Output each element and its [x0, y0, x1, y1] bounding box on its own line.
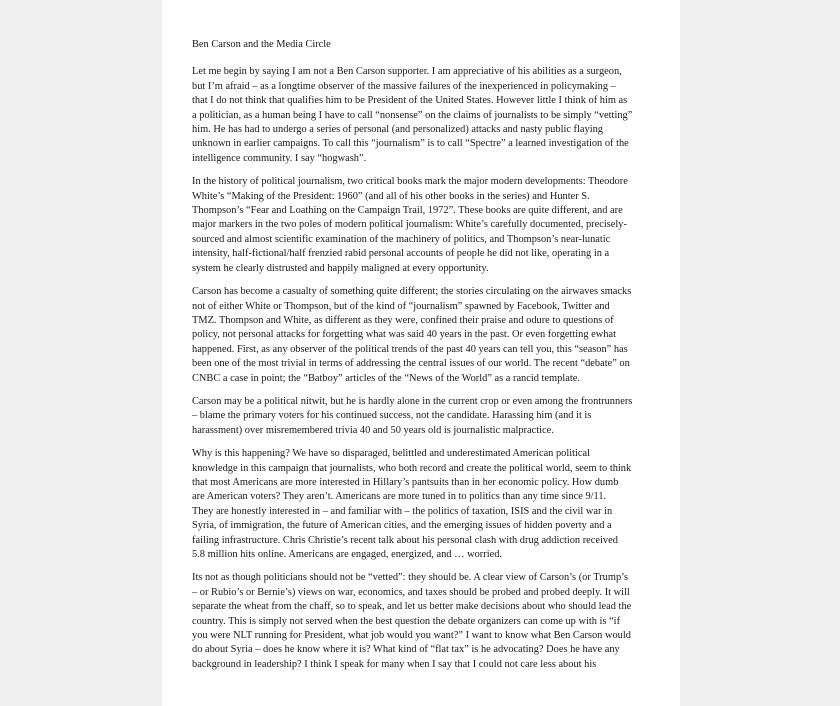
text-line: not of either White or Thompson, but of the kind of “journalism” spawned by Facebook, Twitter and	[192, 300, 610, 312]
text-line: TMZ. Thompson and White, as different as they were, confined their praise and odure to questions of	[192, 314, 614, 326]
paragraph	[192, 447, 654, 562]
paragraph	[192, 571, 654, 672]
text-line: separate the wheat from the chaff, so to speak, and let us better make decisions about who should lead the	[192, 601, 632, 613]
text-line: but I’m afraid – as a longtime observer of the massive failures of the inexperienced in policymaking –	[192, 80, 616, 92]
text-line: intelligence community. I say “hogwash”.	[192, 152, 367, 164]
text-line: happened. First, as any observer of the political trends of the past 40 years can tell you, this “season” has	[192, 343, 628, 355]
text-line: 5.8 million hits online. Americans are engaged, energized, and … worried.	[192, 549, 502, 560]
text-line: been one of the most trivial in terms of addressing the central issues of our world. The recent “debate” on	[192, 358, 630, 370]
text-line: a politician, as a human being I have to call “nonsense” on the claims of journalists to be simply “vetting”	[192, 109, 633, 121]
text-line: unknown in earlier campaigns. To call this “journalism” is to call “Spectre” a learned investigation of the	[192, 138, 629, 150]
text-line: that most Americans are more interested in Hillary’s pantsuits than in her economic policy. How dumb	[192, 476, 619, 488]
text-line: knowledge in this campaign that journalists, who both record and create the political world, seem to think	[192, 462, 632, 474]
document-title: Ben Carson and the Media Circle	[192, 39, 331, 50]
paragraph	[192, 65, 654, 166]
text-line: background in leadership? I think I speak for many when I say that I could not care less about his	[192, 658, 597, 670]
text-line: – or Rubio’s or Bernie’s) views on war, economics, and taxes should be probed and probed deeply. It will	[192, 586, 630, 598]
paragraph	[192, 175, 654, 276]
text-line: CNBC a case in point; the “Batboy” articles of the “News of the World” as a rancid template.	[192, 372, 580, 384]
paragraph-list	[192, 65, 654, 672]
text-line: Carson may be a political nitwit, but he is hardly alone in the current crop or even among the frontrunners	[192, 395, 633, 407]
text-line: you were NLT running for President, what job would you want?” I want to know what Ben Carson would	[192, 630, 631, 642]
text-line: White’s “Making of the President: 1960” (and all of his other books in the series) and Hunter S.	[192, 190, 590, 202]
text-line: Let me begin by saying I am not a Ben Carson supporter. I am appreciative of his abilities as a surgeon,	[192, 66, 622, 78]
text-line: system he clearly distrusted and happily maligned at every opportunity.	[192, 262, 489, 274]
paragraph	[192, 395, 654, 438]
text-line: In the history of political journalism, two critical books mark the major modern developments: Theodore	[192, 176, 628, 188]
text-line: sourced and almost scientific examination of the machinery of politics, and Thompson’s near-lunatic	[192, 233, 611, 245]
document-body	[192, 38, 654, 681]
text-line: Syria, of immigration, the future of American cities, and the emerging issues of hidden poverty and a	[192, 520, 612, 532]
text-line: Why is this happening? We have so disparaged, belittled and underestimated American political	[192, 448, 591, 460]
text-line: Its not as though politicians should not be “vetted”: they should be. A clear view of Carson’s (or Trump’s	[192, 572, 629, 584]
text-line: harassment) over misremembered trivia 40 and 50 years old is journalistic malpractice.	[192, 424, 554, 436]
text-line: – blame the primary voters for his continued success, not the candidate. Harassing him (and it is	[192, 410, 592, 422]
text-line: him. He has had to undergo a series of personal (and personalized) attacks and nasty public flaying	[192, 124, 603, 136]
text-line: country. This is simply not served when the best question the debate organizers can come up with is “if	[192, 615, 621, 627]
text-line: failing infrastructure. Chris Christie’s recent talk about his personal clash with drug addiction received	[192, 534, 618, 546]
text-line: Thompson’s “Fear and Loathing on the Campaign Trail, 1972”. These books are quite different, and are	[192, 205, 623, 217]
text-line: do about Syria – does he know where it is? What kind of “flat tax” is he advocating? Does he have any	[192, 644, 620, 656]
text-line: They are honestly interested in – and familiar with – the politics of taxation, ISIS and the civil war in	[192, 505, 613, 517]
text-line: that I do not think that qualifies him to be President of the United States. However little I think of him as	[192, 95, 628, 107]
text-line: intensity, half-fictional/half frenzied rabid personal accounts of people he did not like, operating in a	[192, 248, 610, 260]
paragraph	[192, 285, 654, 386]
text-line: policy, not personal attacks for forgetting what was said 40 years in the past. Or even forgetting ewhat	[192, 329, 616, 341]
text-line: major markers in the two poles of modern political journalism: White’s carefully documented, precisely-	[192, 219, 627, 231]
document-page	[162, 0, 680, 706]
text-line: Carson has become a casualty of something quite different; the stories circulating on the airwaves smacks	[192, 286, 632, 298]
text-line: are American voters? They aren’t. Americans are more tuned in to politics than any time since 9/11.	[192, 491, 607, 503]
